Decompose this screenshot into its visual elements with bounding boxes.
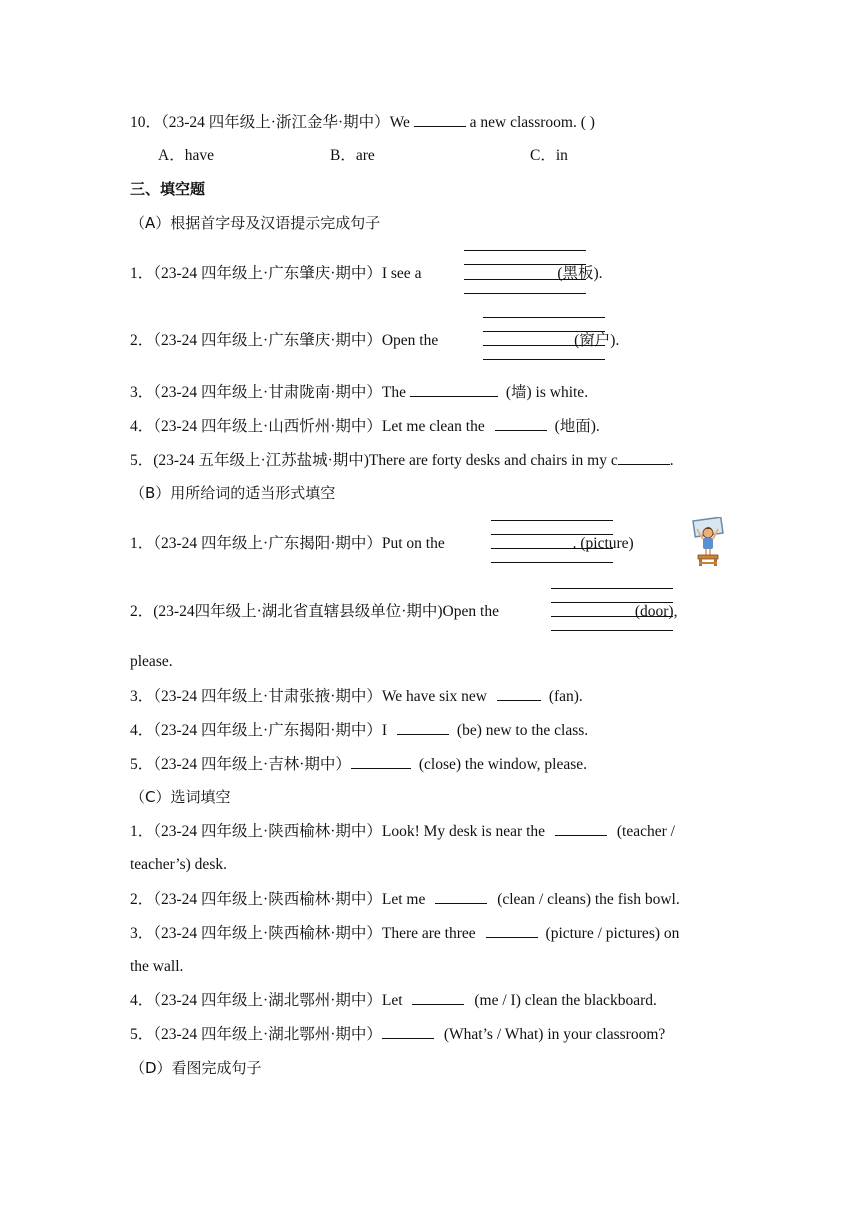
option-c[interactable]: C．in — [530, 147, 568, 164]
option-a[interactable]: A．have — [158, 147, 214, 164]
answer-blank[interactable] — [412, 990, 464, 1005]
section-a-heading: （A）根据首字母及汉语提示完成句子 — [130, 214, 381, 232]
question-b2-continuation: please. — [130, 653, 173, 670]
answer-blank[interactable] — [382, 1024, 434, 1039]
answer-blank[interactable] — [486, 923, 538, 938]
question-a4: 4．（23-24 四年级上·山西忻州·期中）Let me clean the (地面). — [130, 418, 600, 435]
answer-blank[interactable] — [435, 889, 487, 904]
question-c5: 5．（23-24 四年级上·湖北鄂州·期中） (What’s / What) in your classroom? — [130, 1026, 666, 1043]
answer-blank[interactable] — [495, 416, 547, 431]
question-a1: 1．（23-24 四年级上·广东肇庆·期中）I see a (黑板). — [130, 265, 603, 282]
question-a3: 3．（23-24 四年级上·甘肃陇南·期中）The (墙) is white. — [130, 384, 589, 401]
question-10: 10．（23-24 四年级上·浙江金华·期中）We a new classroom. ( ) — [130, 114, 595, 131]
question-c3-continuation: the wall. — [130, 958, 184, 975]
question-c1-continuation: teacher’s) desk. — [130, 856, 227, 873]
question-b4: 4．（23-24 四年级上·广东揭阳·期中）I (be) new to the class. — [130, 722, 589, 739]
option-b[interactable]: B．are — [330, 147, 375, 164]
question-a5: 5．(23-24 五年级上·江苏盐城·期中)There are forty desks and chairs in my c . — [130, 452, 674, 469]
section-b-heading: （B）用所给词的适当形式填空 — [130, 484, 336, 502]
child-cleaning-picture-icon — [688, 517, 728, 567]
question-b3: 3．（23-24 四年级上·甘肃张掖·期中）We have six new (fan). — [130, 688, 583, 705]
question-c3: 3．（23-24 四年级上·陕西榆林·期中）There are three (picture / pictures) on — [130, 925, 680, 942]
answer-blank[interactable] — [410, 382, 498, 397]
answer-blank[interactable] — [351, 754, 411, 769]
question-b5: 5．（23-24 四年级上·吉林·期中） (close) the window, please. — [130, 756, 588, 773]
question-c4: 4．（23-24 四年级上·湖北鄂州·期中）Let (me / I) clean the blackboard. — [130, 992, 657, 1009]
answer-blank[interactable] — [397, 720, 449, 735]
section-3-heading: 三、填空题 — [130, 180, 206, 198]
answer-blank[interactable] — [497, 686, 541, 701]
question-b1: 1．（23-24 四年级上·广东揭阳·期中）Put on the . (picture) — [130, 535, 634, 552]
question-c2: 2．（23-24 四年级上·陕西榆林·期中）Let me (clean / cleans) the fish bowl. — [130, 891, 680, 908]
question-b2: 2．(23-24四年级上·湖北省直辖县级单位·期中)Open the (door), — [130, 603, 678, 620]
answer-blank[interactable] — [414, 112, 466, 127]
question-a2: 2．（23-24 四年级上·广东肇庆·期中）Open the (窗户). — [130, 332, 620, 349]
answer-blank[interactable] — [618, 450, 670, 465]
section-c-heading: （C）选词填空 — [130, 788, 231, 806]
answer-blank[interactable] — [555, 821, 607, 836]
section-d-heading: （D）看图完成句子 — [130, 1059, 262, 1077]
question-c1: 1．（23-24 四年级上·陕西榆林·期中）Look! My desk is near the (teacher / — [130, 823, 675, 840]
